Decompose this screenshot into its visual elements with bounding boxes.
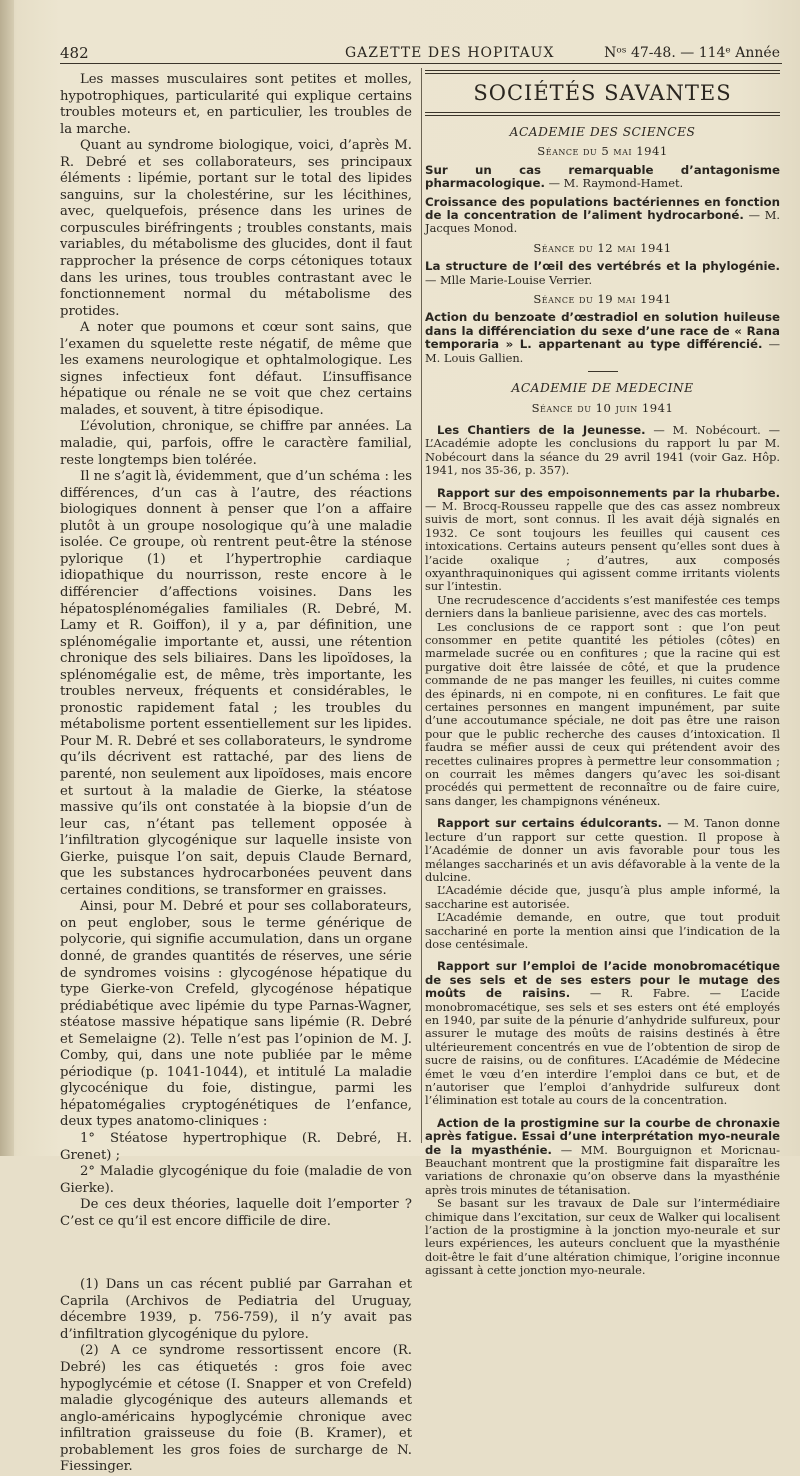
session-date: Séance du 10 juin 1941 [531, 400, 674, 415]
binding-gutter [0, 0, 14, 1156]
communication-title: Sur un cas remarquable d’antagonisme pharmacologique. [425, 162, 780, 191]
report-text: — R. Fabre. — L’acide monobromacétique, ses sels et ses esters ont été employés en 1940, par suite de la pénurie d’anhydride sulfureux, pour assurer le mutage des moûts de raisins destinés à être ultérieurement concentrés en vue de l’obtention de sirop de sucre de raisins, ou de confitures. L’Académie de Médecine émet le vœu d’en interdire l’emploi dans ce but, et de n’autoriser que l’emploi d’anhydride sulfureux dont l’élimination est totale au cours de la concentration. [425, 986, 780, 1108]
session-date: Séance du 5 mai 1941 [537, 144, 668, 159]
journal-title: GAZETTE DES HOPITAUX [345, 45, 555, 61]
footnote: (1) Dans un cas récent publié par Garrahan et Caprila (Archivos de Pediatria del Uruguay, décembre 1939, p. 756-759), il n’y avait pas d’infiltration glycogénique du pylore. [60, 1277, 412, 1342]
column-rule [421, 68, 422, 1143]
communication-title: La structure de l’œil des vertébrés et la phylogénie. [425, 259, 780, 274]
page-number: 482 [60, 44, 89, 62]
footnote-separator [60, 1250, 68, 1251]
report-title: Action de la prostigmine sur la courbe de chronaxie après fatigue. Essai d’une interprétation myo-neurale de la myasthénie. [425, 1115, 780, 1157]
report-item [425, 960, 780, 1107]
paragraph: Quant au syndrome biologique, voici, d’après M. R. Debré et ses collaborateurs, ses principaux éléments : lipémie, portant sur le total des lipides sanguins, sur la cholestérine, sur les lécithines, avec, quelquefois, présence dans les urines de corpuscules biréfringents ; troubles constants, mais variables, du métabolisme des glucides, dont il faut rapprocher la présence de corps cétoniques totaux dans les urines, tous troubles contrastant avec le fonctionnement normal du métabolisme des protides. [60, 138, 412, 319]
footnotes [60, 1277, 412, 1476]
report-item [425, 817, 780, 951]
report-title: Les Chantiers de la Jeunesse. [437, 422, 646, 437]
communication [425, 196, 780, 236]
report-item [425, 487, 780, 809]
report-paragraph: Les conclusions de ce rapport sont : que l’on peut consommer en petite quantité les pétioles (côtes) en marmelade sucrée ou en confitures ; que la racine qui est purgative doit être laissée de côté, et que la prudence commande de ne pas manger les feuilles, ni cuites comme des épinards, ni en compote, ni en confitures. Le fait que certaines personnes en mangent impunément, par suite d’une accoutumance spéciale, ne doit pas être une raison pour que le public recherche des causes d’intoxication. Il faudra se méfier aussi de ceux qui prétendent avoir des recettes culinaires propres à permettre leur consommation ; on courrait les mêmes dangers qu’avec les soi-disant procédés qui permettent de reconnaître ou de faire cuire, sans danger, les champignons vénéneux. [425, 619, 780, 808]
paragraph: A noter que poumons et cœur sont sains, que l’examen du squelette reste négatif, de même que les examens neurologique et ophtalmologique. Les signes infectieux font défaut. L’insuffisance hépatique ou rénale ne se voit que chez certains malades, et souvent, à titre épisodique. [60, 320, 412, 418]
communication-title: Action du benzoate d’œstradiol en solution huileuse dans la différenciation du sexe d’une race de « Rana temporaria » L. appartenant au type différencié. [425, 310, 780, 352]
paragraph: De ces deux théories, laquelle doit l’emporter ? C’est ce qu’il est encore difficile de dire. [60, 1197, 412, 1229]
list-item: 2° Maladie glycogénique du foie (maladie de von Gierke). [60, 1164, 412, 1196]
communication-author: — M. Louis Gallien. [425, 337, 780, 365]
paragraph: Les masses musculaires sont petites et molles, hypotrophiques, particularité qui explique certains troubles moteurs et, en particulier, les troubles de la marche. [60, 72, 412, 137]
header-rule [60, 63, 782, 64]
title-rule-bottom [425, 112, 780, 116]
communication [425, 260, 780, 287]
report-title: Rapport sur des empoisonnements par la rhubarbe. [437, 485, 780, 500]
communication-author: — Mlle Marie-Louise Verrier. [425, 272, 593, 287]
title-rule-top [425, 70, 780, 74]
report-text: — M. Brocq-Rousseu rappelle que des cas assez nombreux suivis de mort, sont connus. Il les avait déjà signalés en 1932. Ce sont toujours les feuilles qui causent ces intoxications. Certains auteurs pensent qu’elles sont dues à l’acide oxalique ; d’autres, aux composés oxyanthraquinoniques qui agissent comme irritants violents sur l’intestin. [425, 498, 780, 594]
left-column [60, 72, 412, 1476]
report-paragraph: L’Académie demande, en outre, que tout produit sacchariné en porte la mention ainsi que l’indication de la dose centésimale. [425, 910, 780, 951]
report-item [425, 424, 780, 478]
report-text: — MM. Bourguignon et Moricnau-Beauchant montrent que la prostigmine fait disparaître les variations de chronaxie qu’on observe dans la myasthénie après trois minutes de tétanisation. [425, 1142, 780, 1197]
communication [425, 311, 780, 365]
report-paragraph: Une recrudescence d’accidents s’est manifestée ces temps derniers dans la banlieue parisienne, avec des cas mortels. [425, 592, 780, 621]
communication-author: — M. Raymond-Hamet. [548, 176, 684, 191]
issue-number: Nᵒˢ 47-48. — 114ᵉ Année [604, 45, 780, 61]
report-text: — M. Nobécourt. — L’Académie adopte les conclusions du rapport lu par M. Nobécourt dans la séance du 29 avril 1941 (voir Gaz. Hôp. 1941, nos 35-36, p. 357). [425, 422, 780, 478]
section-title: SOCIÉTÉS SAVANTES [473, 81, 732, 105]
session-date: Séance du 19 mai 1941 [533, 292, 672, 307]
report-title: Rapport sur certains édulcorants. [437, 816, 663, 831]
academy-heading: ACADEMIE DES SCIENCES [509, 125, 696, 139]
communication-title: Croissance des populations bactériennes en fonction de la concentration de l’aliment hydrocarboné. [425, 194, 780, 223]
report-text: — M. Tanon donne lecture d’un rapport sur cette question. Il propose à l’Académie de donner un avis favorable pour tous les mélanges saccharinés et un avis défavorable à la vente de la dulcine. [425, 816, 781, 884]
paragraph: Ainsi, pour M. Debré et pour ses collaborateurs, on peut englober, sous le terme générique de polycorie, qui signifie accumulation, dans un organe donné, de grandes quantités de réserves, une série de syndromes voisins : glycogénose hépatique du type Gierke-von Crefeld, glycogénose hépatique prédiabétique avec lipémie du type Parnas-Wagner, stéatose massive hépatique sans lipémie (R. Debré et Semelaigne (2). Telle n’est pas l’opinion de M. J. Comby, qui, dans une note publiée par le même périodique (p. 1041-1044), et intitulé La maladie glycocénique du foie, distingue, parmi les hépatomégalies cryptogénétiques de l’enfance, deux types anatomo-cliniques : [60, 899, 412, 1130]
paragraph: Il ne s’agit là, évidemment, que d’un schéma : les différences, d’un cas à l’autre, des réactions biologiques donnent à penser que l’on a affaire plutôt à un groupe nosologique qu’à une maladie isolée. Ce groupe, où rentrent peut-être la sténose pylorique (1) et l’hypertrophie cardiaque idiopathique du nourrisson, reste encore à le différencier d’affections voisines. Dans les hépatosplénomégalies familiales (R. Debré, M. Lamy et R. Goiffon), il y a, par définition, une splénomégalie importante et, aussi, une rétention chronique des sels biliaires. Dans les lipoïdoses, la splénomégalie est, de même, très importante, les troubles nerveux, fréquents et considérables, le pronostic rapidement fatal ; les troubles du métabolisme portent essentiellement sur les lipides. Pour M. R. Debré et ses collaborateurs, le syndrome qu’ils décrivent est rattaché, par des liens de parenté, non seulement aux lipoïdoses, mais encore et surtout à la maladie de Gierke, la stéatose massive qu’ils ont constatée à la biopsie d’un de leur cas, n’étant pas tellement opposée à l’infiltration glycogénique sur laquelle insiste von Gierke, puisque l’on sait, depuis Claude Bernard, que les substances hydrocarbonées peuvent dans certaines conditions, se transformer en graisses. [60, 469, 412, 898]
running-header [60, 42, 780, 64]
communication [425, 164, 780, 191]
academy-heading: ACADEMIE DE MEDECINE [511, 381, 694, 396]
section-separator [588, 371, 618, 372]
report-title: Rapport sur l’emploi de l’acide monobromacétique de ses sels et de ses esters pour le mutage des moûts de raisins. [425, 959, 780, 1001]
report-item [425, 1117, 780, 1278]
communication-author: — M. Jacques Monod. [425, 208, 781, 236]
footnote: (2) A ce syndrome ressortissent encore (R. Debré) les cas étiquetés : gros foie avec hypoglycémie et cétose (I. Snapper et von Crefeld) maladie glycogénique des auteurs allemands et anglo-américains hypoglycémie chronique avec infiltration graisseuse du foie (B. Kramer), et probablement les gros foies de surcharge de N. Fiessinger. [60, 1343, 412, 1475]
session-date: Séance du 12 mai 1941 [533, 240, 672, 255]
report-paragraph: Se basant sur les travaux de Dale sur l’intermédiaire chimique dans l’excitation, sur ceux de Walker qui localisent l’action de la prostigmine à la jonction myo-neurale et sur leurs expériences, les auteurs concluent que la myasthénie doit-être le fait d’une altération chimique, l’origine inconnue agissant à cette jonction myo-neurale. [425, 1196, 780, 1278]
list-item: 1° Stéatose hypertrophique (R. Debré, H. Grenet) ; [60, 1131, 412, 1163]
report-paragraph: L’Académie décide que, jusqu’à plus ample informé, la saccharine est autorisée. [425, 883, 780, 911]
paragraph: L’évolution, chronique, se chiffre par années. La maladie, qui, parfois, offre le caractère familial, reste longtemps bien tolérée. [60, 419, 412, 468]
right-column [425, 70, 780, 1278]
